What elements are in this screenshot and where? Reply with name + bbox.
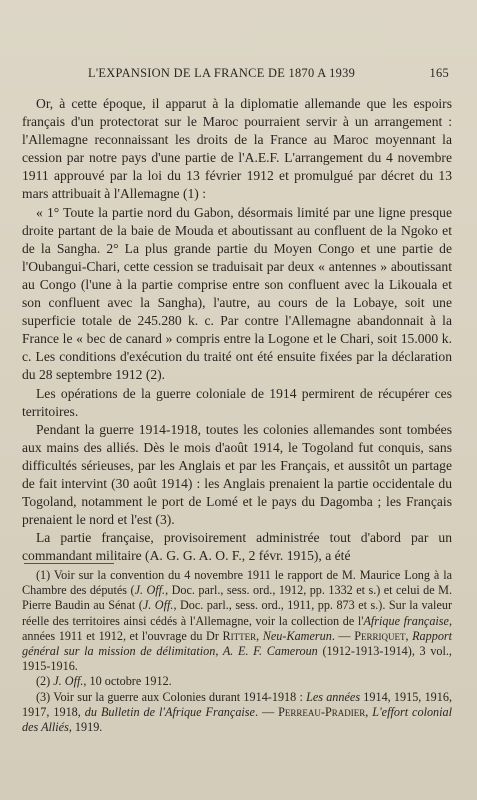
paragraph-3: Les opérations de la guerre coloniale de 1914 permirent de récupérer ces territoires. — [22, 385, 452, 419]
running-title: L'EXPANSION DE LA FRANCE DE 1870 A 1939 — [88, 66, 356, 80]
footnotes — [22, 568, 452, 735]
main-text — [22, 95, 452, 565]
footnote-separator — [24, 563, 114, 564]
page-number: 165 — [429, 66, 449, 80]
running-header — [30, 66, 449, 86]
paragraph-2-quotation: « 1° Toute la partie nord du Gabon, désormais limité par une ligne presque droite partant de la baie de Mouda et aboutissant au confluent de la Ngoko et de la Sangha. 2° La plus grande partie du Moyen Congo et une partie de l'Oubangui-Chari, cette cession se traduisait par deux « antennes » aboutissant au Congo (l'une à la partie comprise entre son confluent avec la Likouala et son confluent avec la Sangha), l'autre, au cours de la Lobaye, soit une superficie totale de 245.280 k. c. Par contre l'Allemagne abandonnait à la France le « bec de canard » compris entre la Logone et le Chari, soit 15.000 k. c. Les conditions d'exécution du traité ont été ensuite fixées par la déclaration du 28 septembre 1912 (2). — [22, 204, 452, 383]
footnote-2: (2) J. Off., 10 octobre 1912. — [36, 674, 172, 689]
footnote-3: (3) Voir sur la guerre aux Colonies durant 1914-1918 : Les années 1914, 1915, 1916, 1917, 1918, du Bulletin de l'Afrique Française. — Perreau-Pradier, L'effort colonial des Alliés, 1919. — [22, 689, 453, 735]
paragraph-5: La partie française, provisoirement administrée tout d'abord par un commandant militaire (A. G. G. A. O. F., 2 févr. 1915), a été — [22, 530, 452, 564]
footnote-1: (1) Voir sur la convention du 4 novembre 1911 le rapport de M. Maurice Long à la Chambre des députés (J. Off., Doc. parl., sess. ord., 1912, pp. 1332 et s.) et celui de M. Pierre Baudin au Sénat (J. Off., Doc. parl., sess. ord., 1911, pp. 873 et s.). Sur la valeur réelle des territoires ainsi cédés à l'Allemagne, voir la collection de l'Afrique française, années 1911 et 1912, et l'ouvrage du Dr Ritter, Neu-Kamerun. — Perriquet, Rapport général sur la mission de délimitation, A. E. F. Cameroun (1912-1913-1914), 3 vol., 1915-1916. — [22, 568, 453, 674]
paragraph-4: Pendant la guerre 1914-1918, toutes les colonies allemandes sont tombées aux mains des alliés. Dès le mois d'août 1914, le Togoland fut conquis, sans difficultés sérieuses, par les Anglais et par les Français, et aussitôt un partage de fait intervint (30 août 1914) : les Anglais prenaient la partie occidentale du Togoland, notamment le port de Lomé et le pays du Dagomba ; les Français prenaient le nord et l'est (3). — [22, 421, 452, 528]
paragraph-1: Or, à cette époque, il apparut à la diplomatie allemande que les espoirs français d'un protectorat sur le Maroc pourraient servir à un arrangement : l'Allemagne reconnaissant les droits de la France au Maroc moyennant la cession par notre pays d'une partie de l'A.E.F. L'arrangement du 4 novembre 1911 approuvé par la loi du 13 février 1912 et promulgué par décret du 13 mars attribuait à l'Allemagne (1) : — [22, 96, 452, 202]
